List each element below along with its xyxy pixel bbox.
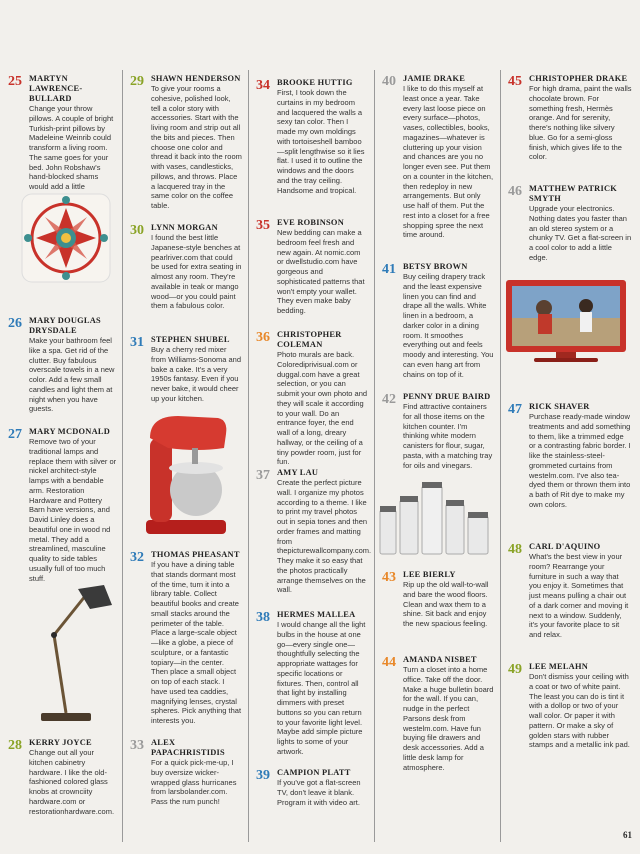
designer-name: BROOKE HUTTIG bbox=[277, 78, 353, 87]
tip-text: If you have a dining table that stands dormant most of the time, turn it into a library table. Collect beautiful books and create small stacks around the perimeter of the table. Place a large-scale object—like a globe, a piece of sculpture, or a fantastic topiary—in the center. Then place a small object on top of each stack. I have used tea caddies, magnifying lenses, crystal spheres. Pick anything that interests you. bbox=[151, 560, 242, 725]
designer-name: AMANDA NISBET bbox=[403, 655, 477, 664]
column-4 bbox=[382, 70, 494, 844]
tip-number: 48 bbox=[508, 542, 522, 557]
tip-39 bbox=[256, 768, 368, 807]
tip-37 bbox=[256, 468, 372, 595]
tip-text: What's the best view in your room? Rearrange your furniture in such a way that you enjoy it. Sometimes that just means pulling a chair out of a dark corner and moving it next to a window. Suddenly, it's your favorite place to sit and relax. bbox=[529, 552, 629, 639]
tip-number: 39 bbox=[256, 768, 270, 783]
tip-text: Create the perfect picture wall. I organize my photos according to a theme. I like to print my travel photos out in sepia tones and then order frames and matting from thepicturewallcompany.com. They make it so easy that the photos practically arrange themselves on the wall. bbox=[277, 478, 372, 595]
architect-lamp-image bbox=[16, 575, 116, 725]
tip-34 bbox=[256, 78, 368, 195]
column-divider bbox=[374, 70, 375, 842]
tip-number: 33 bbox=[130, 738, 144, 753]
tip-46 bbox=[508, 184, 632, 263]
tip-43 bbox=[382, 570, 494, 629]
tip-text: Rip up the old wall-to-wall and bare the wood floors. Clean and wax them to a shine. Sit back and enjoy the new spacious feeling. bbox=[403, 580, 489, 628]
tip-text: Remove two of your traditional lamps and replace them with silver or nickel architect-style lamps with a bendable arm. Restoration Hardware and Pottery Barn have versions, and David Linley does a beautiful one in wood nd metal. They add a streamlined, masculine quality to side tables usually full of too much stuff. bbox=[29, 437, 117, 583]
designer-name: ALEX PAPACHRISTIDIS bbox=[151, 738, 225, 757]
designer-name: CHRISTOPHER COLEMAN bbox=[277, 330, 342, 349]
tip-number: 31 bbox=[130, 335, 144, 350]
page-number: 61 bbox=[623, 830, 632, 840]
tip-text: If you've got a flat-screen TV, don't leave it blank. Program it with video art. bbox=[277, 778, 361, 807]
tip-number: 40 bbox=[382, 74, 396, 89]
designer-name: THOMAS PHEASANT bbox=[151, 550, 240, 559]
tip-48 bbox=[508, 542, 632, 640]
tip-text: Upgrade your electronics. Nothing dates you faster than an old stereo system or a chunky TV. Get a flat-screen in a cool color to add a little edge. bbox=[529, 204, 632, 262]
tip-text: I like to do this myself at least once a year. Take every last loose piece on every surface—photos, vases, collectibles, books, magazines—whatever is cluttering up your vision and chances are you no longer even see. Put them on a counter in the kitchen, then redeploy in new arrangements. But only use half of them. Put the rest into a closet for a free shopping spree the next time around. bbox=[403, 84, 494, 240]
tip-47 bbox=[508, 402, 632, 510]
tip-number: 43 bbox=[382, 570, 396, 585]
designer-name: HERMES MALLEA bbox=[277, 610, 356, 619]
tip-number: 35 bbox=[256, 218, 270, 233]
tip-26 bbox=[8, 316, 118, 414]
designer-name: LEE MELAHN bbox=[529, 662, 589, 671]
tip-36 bbox=[256, 330, 368, 467]
tip-41 bbox=[382, 262, 494, 379]
tip-45 bbox=[508, 74, 632, 162]
tip-number: 47 bbox=[508, 402, 522, 417]
tip-32 bbox=[130, 550, 242, 726]
column-divider bbox=[122, 70, 123, 842]
designer-name: EVE ROBINSON bbox=[277, 218, 344, 227]
tip-number: 32 bbox=[130, 550, 144, 565]
tip-text: For high drama, paint the walls chocolate brown. For something fresh, Hermès orange. And for serenity, there's nothing like silvery blue. Go for a semi-gloss finish, which gives life to the color. bbox=[529, 84, 632, 162]
column-divider bbox=[248, 70, 249, 842]
designer-name: MATTHEW PATRICK SMYTH bbox=[529, 184, 618, 203]
tip-text: New bedding can make a bedroom feel fresh and new again. At nomic.com or dwellstudio.com have gorgeous and sophisticated patterns that won't empty your wallet. They even make baby bedding. bbox=[277, 228, 365, 315]
tip-number: 30 bbox=[130, 223, 144, 238]
tip-number: 26 bbox=[8, 316, 22, 331]
tip-text: I would change all the light bulbs in the house at one go—every single one—thoughtfully selecting the appropriate wattages for specific locations or fixtures. Then, control all that light by installing dimmers with preset buttons so you can return to your favorite light level. Maybe add simple picture lights to some of your artwork. bbox=[277, 620, 366, 756]
designer-name: STEPHEN SHUBEL bbox=[151, 335, 230, 344]
tip-49 bbox=[508, 662, 632, 750]
tip-number: 42 bbox=[382, 392, 396, 407]
tip-number: 49 bbox=[508, 662, 522, 677]
tip-text: Don't dismiss your ceiling with a coat or two of white paint. The least you can do is tint it with a dollop or two of your wall color. Or paper it with pattern. Or make a sky of golden stars with rubber stamps and a metallic ink pad. bbox=[529, 672, 630, 750]
tip-44 bbox=[382, 655, 494, 772]
tip-29 bbox=[130, 74, 242, 211]
tip-42 bbox=[382, 392, 494, 470]
tip-number: 46 bbox=[508, 184, 522, 199]
designer-name: MARY MCDONALD bbox=[29, 427, 111, 436]
designer-name: AMY LAU bbox=[277, 468, 319, 477]
tip-number: 29 bbox=[130, 74, 144, 89]
tip-number: 45 bbox=[508, 74, 522, 89]
tip-text: Buy a cherry red mixer from Williams-Sonoma and bake a cake. It's a very 1950s fantasy. Even if you never bake, it would cheer up your kitchen. bbox=[151, 345, 242, 403]
tip-text: Change out all your kitchen cabinetry hardware. I like the old-fashioned colored glass knobs at crownciity hardware.com or restorationhardware.com. bbox=[29, 748, 115, 816]
tip-text: First, I took down the curtains in my bedroom and lacquered the walls a sexy tan color. Then I made my own moldings with tortoiseshell bamboo—split lengthwise so it lies flat. I used it to outline the windows and the doors and the tray ceiling. Handsome and tropical. bbox=[277, 88, 365, 195]
designer-name: LEE BIERLY bbox=[403, 570, 456, 579]
tip-number: 41 bbox=[382, 262, 396, 277]
column-divider bbox=[500, 70, 501, 842]
column-1 bbox=[8, 70, 118, 844]
tip-text: To give your rooms a cohesive, polished look, tell a color story with accessories. Start with the living room and strip out all the bits and pieces. Then choose one color and thread it back into the room with vases, candlesticks, pillows, and throws. Place a lacquered tray in the same color on the coffee table. bbox=[151, 84, 242, 210]
designer-name: LYNN MORGAN bbox=[151, 223, 218, 232]
designer-name: CARL D'AQUINO bbox=[529, 542, 601, 551]
tip-text: I found the best little Japanese-style benches at pearlriver.com that could be used for extra seating in almost any room. They're available in teak or mango wood—or you could paint them a fabulous color. bbox=[151, 233, 242, 311]
tip-text: Photo murals are back. Colorediprivisual.com or duggal.com have a great selection, or you can submit your own photo and they will scale it according to your wall. Do an entrance foyer, the end wall of a long, dreary hallway, or the ceiling of a tiny powder room, just for fun. bbox=[277, 350, 368, 467]
designer-name: CHRISTOPHER DRAKE bbox=[529, 74, 628, 83]
column-5 bbox=[508, 70, 632, 844]
tip-number: 38 bbox=[256, 610, 270, 625]
tip-27 bbox=[8, 427, 118, 583]
pillow-image bbox=[16, 188, 116, 288]
tip-28 bbox=[8, 738, 118, 816]
designer-name: MARTYN LAWRENCE-BULLARD bbox=[29, 74, 83, 103]
designer-name: PENNY DRUE BAIRD bbox=[403, 392, 491, 401]
designer-name: CAMPION PLATT bbox=[277, 768, 351, 777]
flat-screen-tv-image bbox=[504, 278, 628, 364]
kitchen-canisters-image bbox=[376, 480, 494, 560]
tip-number: 37 bbox=[256, 468, 270, 483]
column-3 bbox=[256, 70, 372, 844]
designer-name: MARY DOUGLAS DRYSDALE bbox=[29, 316, 101, 335]
tip-40 bbox=[382, 74, 494, 240]
tip-31 bbox=[130, 335, 242, 404]
tip-33 bbox=[130, 738, 242, 807]
tip-number: 27 bbox=[8, 427, 22, 442]
tip-number: 36 bbox=[256, 330, 270, 345]
tip-number: 34 bbox=[256, 78, 270, 93]
tip-number: 28 bbox=[8, 738, 22, 753]
tip-text: Buy ceiling drapery track and the least expensive linen you can find and drape all the walls. White linen in a bedroom, a darker color in a dining room. It smoothes everything out and feels moody and interesting. You can even hang art from chains on top of it. bbox=[403, 272, 494, 379]
column-2 bbox=[130, 70, 242, 844]
tip-25 bbox=[8, 74, 118, 202]
designer-name: RICK SHAVER bbox=[529, 402, 590, 411]
tip-35 bbox=[256, 218, 368, 316]
tip-38 bbox=[256, 610, 368, 757]
tip-30 bbox=[130, 223, 242, 311]
designer-name: BETSY BROWN bbox=[403, 262, 468, 271]
tip-text: Turn a closet into a home office. Take off the door. Make a huge bulletin board for the wall. If you can, nudge in the perfect Parsons desk from westelm.com. Have fun buying file drawers and desk accessories. Add a little desk lamp for atmosphere. bbox=[403, 665, 494, 772]
tip-text: Change your throw pillows. A couple of bright Turkish-print pillows by Madeleine Weinrib could transform a living room. The same goes for your bed. John Robshaw's hand-blocked shams would add a little bbox=[29, 104, 114, 191]
tip-text: Make your bathroom feel like a spa. Get rid of the clutter. Buy fabulous overscale towels in a new color. Add a few small candles and light them at night when you have guests. bbox=[29, 336, 115, 414]
stand-mixer-image bbox=[138, 408, 234, 538]
tip-text: Purchase ready-made window treatments and add something to them, like a trimmed edge or a contrasting fabric border. I like the stainless-steel-grommeted curtains from westelm.com. I've also tea-dyed them or thrown them into a bath of Rit dye to make my own colors. bbox=[529, 412, 631, 509]
designer-name: SHAWN HENDERSON bbox=[151, 74, 241, 83]
designer-name: KERRY JOYCE bbox=[29, 738, 92, 747]
tip-number: 44 bbox=[382, 655, 396, 670]
tip-number: 25 bbox=[8, 74, 22, 89]
designer-name: JAMIE DRAKE bbox=[403, 74, 466, 83]
tip-text: Find attractive containers for all those items on the kitchen counter. I'm thinking white modern canisters for flour, sugar, pasta, with a matching tray for oils and vinegars. bbox=[403, 402, 493, 470]
tip-text: For a quick pick-me-up, I buy oversize wicker-wrapped glass hurricanes from larsbolander.com. Pass the rum punch! bbox=[151, 758, 237, 806]
